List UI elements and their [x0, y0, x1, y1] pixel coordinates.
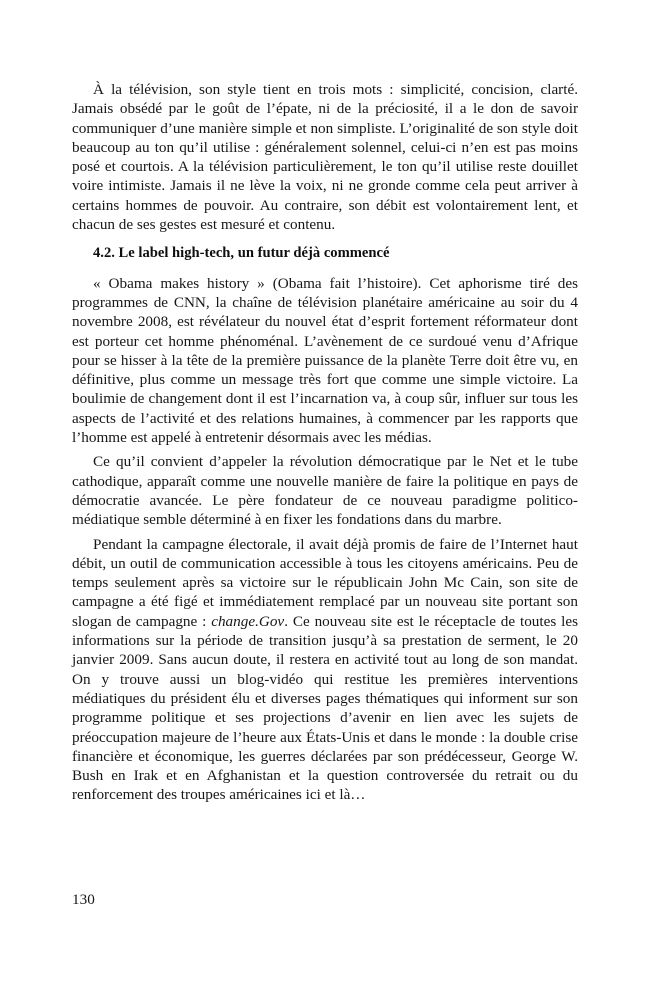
body-paragraph-4 — [72, 535, 578, 805]
body-paragraph-3: Ce qu’il convient d’appeler la révolution démocratique par le Net et le tube cathodique, apparaît comme une nouvelle manière de faire la politique en pays de démocratie avancée. Le père fondateur de ce nouveau paradigme politico-médiatique semble déterminé à en fixer les fondations dans du marbre. — [72, 453, 578, 529]
paragraph-4-text-after-italic: . Ce nouveau site est le réceptacle de toutes les informations sur la période de transition jusqu’à sa prestation de serment, le 20 janvier 2009. Sans aucun doute, il restera en activité tout au long de son mandat. On y trouve aussi un blog-vidéo qui restitue les premières interventions médiatiques du président élu et diverses pages thématiques qui informent sur son programme politique et ses projections d’avenir en lien avec les sujets de préoccupation majeure de l’heure aux États-Unis et dans le monde : la double crise financière et économique, les guerres déclarées par son prédécesseur, George W. Bush en Irak et en Afghanistan et la question controversée du retrait ou du renforcement des troupes américaines ici et là… — [72, 612, 579, 804]
site-name-change-gov: change.Gov — [211, 612, 285, 630]
body-paragraph-2: « Obama makes history » (Obama fait l’histoire). Cet aphorisme tiré des programmes de CNN, la chaîne de télévision planétaire américaine au soir du 4 novembre 2008, est révélateur du nouvel état d’esprit fortement réformateur dont est porteur cet homme phénoménal. L’avènement de ce surdoué venu d’Afrique pour se hisser à la tête de la première puissance de la planète Terre doit être vu, en définitive, plus comme un message très fort que comme une simple victoire. La boulimie de changement dont il est l’incarnation va, à coup sûr, influer sur tous les aspects de l’activité et des relations humaines, à commencer par les rapports que l’homme est appelé à entretenir désormais avec les médias. — [72, 274, 578, 447]
body-paragraph-1: À la télévision, son style tient en trois mots : simplicité, concision, clarté. Jamais obsédé par le goût de l’épate, ni de la préciosité, il a le don de savoir communiquer d’une manière simple et non simpliste. L’originalité de son style doit beaucoup au ton qu’il utilise : généralement solennel, celui-ci n’en est pas moins posé et courtois. A la télévision particulièrement, le ton qu’il utilise reste douillet voire intimiste. Jamais il ne lève la voix, ni ne gronde comme cela peut arriver à certains hommes de pouvoir. Au contraire, son débit est volontairement lent, et chacun de ses gestes est mesuré et contenu. — [72, 81, 578, 234]
page-text-block — [72, 80, 578, 805]
paragraph-4-text-before-italic: Pendant la campagne électorale, il avait déjà promis de faire de l’Internet haut débit, un outil de communication accessible à tous les citoyens américains. Peu de temps seulement après sa victoire sur le républicain John Mc Cain, son site de campagne a été figé et immédiatement remplacé par un nouveau site portant son slogan de campagne : — [72, 535, 578, 630]
section-heading-4-2: 4.2. Le label high-tech, un futur déjà commencé — [93, 245, 390, 262]
page-number: 130 — [72, 891, 95, 908]
section-heading-wrapper — [72, 244, 578, 263]
